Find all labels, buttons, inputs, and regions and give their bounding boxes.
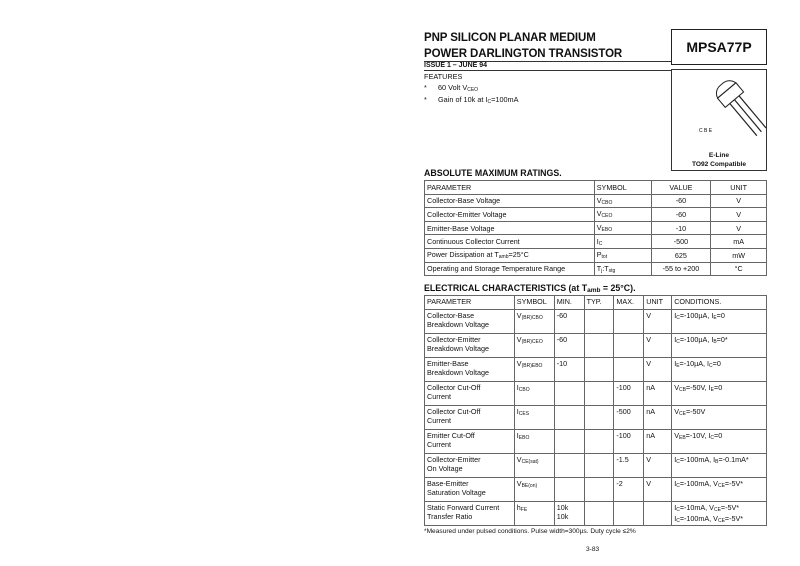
col-parameter: PARAMETER [425, 181, 595, 195]
symbol-subscript: BE(on) [521, 483, 538, 489]
condition-line: $V_{CE}=-50V$ [674, 407, 706, 417]
features-heading: FEATURES [424, 72, 463, 81]
max-cell [614, 334, 644, 358]
table-row [425, 454, 767, 478]
max-cell: -100 [614, 382, 644, 406]
table-row [425, 406, 767, 430]
condition-subscript: C [676, 315, 680, 321]
parameter-line: Breakdown Voltage [427, 319, 489, 329]
symbol-subscript: stg [608, 267, 616, 274]
issue-rule [424, 70, 671, 71]
typ-cell [584, 358, 614, 382]
symbol-subscript: C [598, 240, 603, 247]
max-cell [614, 502, 644, 526]
symbol-cell: $V_{CEO}$ [594, 208, 651, 222]
abs-max-table [424, 180, 767, 276]
symbol-subscript: EBO [518, 435, 530, 441]
condition-subscript: CE [678, 411, 686, 417]
condition-line: $I_C=-100mA$, $I_B=-0.1mA*$ [674, 455, 749, 465]
elec-heading-sub: amb [587, 287, 601, 294]
typ-cell [584, 430, 614, 454]
table-row [425, 358, 767, 382]
table-row [425, 478, 767, 502]
unit-cell: V [711, 221, 767, 235]
symbol-subscript: CBO [601, 199, 613, 206]
condition-subscript: CE [717, 517, 725, 524]
condition-line: $V_{CB}=-50V$, $I_E=0$ [674, 383, 723, 393]
symbol-cell: $V_{(BR)CBO}$ [514, 310, 554, 334]
symbol-cell: $I_{CBO}$ [514, 382, 554, 406]
col-max: MAX. [614, 296, 644, 310]
parameter-cell: Continuous Collector Current [425, 235, 595, 249]
parameter-line: Collector-Emitter [427, 455, 481, 464]
table-row [425, 430, 767, 454]
table-row [425, 502, 767, 526]
parameter-line: Current [427, 391, 451, 401]
feature-item: * 60 Volt $V_{CEO}$ [424, 82, 479, 93]
min-value: -10 [556, 359, 568, 368]
unit-cell: V [644, 310, 672, 334]
page-number: 3-83 [586, 546, 600, 553]
conditions-cell [672, 454, 767, 478]
table-row [425, 208, 767, 222]
value-cell: 625 [651, 248, 711, 262]
min-cell [554, 478, 584, 502]
feature-bullet: * [424, 82, 427, 92]
elec-header-row [425, 296, 767, 310]
min-value: -60 [556, 335, 568, 344]
condition-subscript: C [676, 339, 680, 345]
features-section [424, 72, 519, 108]
symbol-cell: $V_{BE(on)}$ [514, 478, 554, 502]
elec-heading-post: = 25°C). [600, 283, 636, 293]
parameter-cell: Operating and Storage Temperature Range [425, 262, 595, 276]
title-line-1: PNP SILICON PLANAR MEDIUM [424, 32, 596, 44]
abs-max-heading: ABSOLUTE MAXIMUM RATINGS. [424, 168, 562, 178]
value-cell: -55 to +200 [651, 262, 711, 276]
typ-cell [584, 454, 614, 478]
symbol-cell: $T_j:T_{stg}$ [594, 262, 651, 276]
parameter-line: Collector-Emitter [427, 335, 481, 344]
value-cell: -10 [651, 221, 711, 235]
col-unit: UNIT [711, 181, 767, 195]
condition-subscript: B [713, 339, 717, 345]
conditions-cell [672, 358, 767, 382]
condition-subscript: C [676, 459, 680, 465]
max-cell: -1.5 [614, 454, 644, 478]
min-value: 10k [556, 511, 569, 521]
condition-line: $I_C=-10mA$, $V_{CE}=-5V*$ [674, 503, 740, 513]
col-symbol: SYMBOL [514, 296, 554, 310]
conditions-cell [672, 310, 767, 334]
unit-cell: V [644, 478, 672, 502]
condition-subscript: CB [678, 387, 686, 393]
feature-bullet: * [424, 95, 427, 104]
unit-cell: V [644, 358, 672, 382]
symbol-cell: $V_{(BR)CEO}$ [514, 334, 554, 358]
value-cell: -60 [651, 208, 711, 222]
symbol-subscript: CBO [518, 387, 530, 393]
symbol-subscript: EBO [601, 227, 613, 234]
condition-line: $I_C=-100mA$, $V_{CE}=-5V*$ [674, 479, 744, 489]
package-compat: TO92 Compatible [691, 161, 747, 168]
table-row [425, 262, 767, 276]
parameter-cell [425, 382, 515, 406]
condition-subscript: CE [717, 483, 725, 489]
parameter-line: Collector-Base [427, 311, 475, 320]
symbol-subscript: CEO [601, 213, 613, 220]
symbol-subscript: (BR)CEO [521, 339, 543, 345]
min-cell [554, 430, 584, 454]
elec-heading-pre: ELECTRICAL CHARACTERISTICS (at T [424, 283, 588, 293]
table-row [425, 194, 767, 208]
col-value: VALUE [651, 181, 711, 195]
table-row [425, 334, 767, 358]
parameter-line: Emitter-Base [427, 359, 469, 368]
feature-subscript: C [487, 99, 492, 105]
parameter-cell: Power Dissipation at $T_{amb}=25^\circ C$ [425, 248, 595, 262]
condition-subscript: C [676, 517, 680, 524]
symbol-subscript: (BR)CBO [521, 315, 543, 321]
symbol-cell: $V_{CBO}$ [594, 194, 651, 208]
parameter-cell [425, 430, 515, 454]
table-row [425, 382, 767, 406]
feature-item: * Gain of 10k at $I_C=100mA$ [424, 95, 519, 105]
max-cell: -500 [614, 406, 644, 430]
min-value: -60 [556, 311, 568, 320]
condition-subscript: E [710, 387, 714, 393]
parameter-line: Static Forward Current [427, 503, 500, 512]
max-cell [614, 310, 644, 334]
max-cell: -100 [614, 430, 644, 454]
unit-cell: nA [644, 382, 672, 406]
condition-subscript: CE [713, 507, 721, 513]
unit-cell: V [711, 208, 767, 222]
parameter-cell [425, 454, 515, 478]
footnote: *Measured under pulsed conditions. Pulse width=300µs. Duty cycle ≤2% [424, 528, 636, 535]
parameter-cell [425, 406, 515, 430]
condition-line: $I_C=-100\mu A$, $I_E=0$ [674, 311, 725, 321]
typ-cell [584, 478, 614, 502]
issue-label: ISSUE 1 – JUNE 94 [424, 62, 488, 69]
symbol-subscript: FE [520, 507, 528, 513]
condition-line: $I_E=-10\mu A$, $I_C=0$ [674, 359, 721, 369]
parameter-line: On Voltage [427, 463, 463, 473]
condition-line: $I_C=-100\mu A$, $I_B=0*$ [674, 335, 728, 345]
parameter-line: Breakdown Voltage [427, 343, 489, 353]
table-row [425, 248, 767, 262]
condition-subscript: C [676, 483, 680, 489]
symbol-subscript: j [601, 267, 603, 274]
parameter-line: Breakdown Voltage [427, 367, 489, 377]
conditions-cell [672, 478, 767, 502]
parameter-line: Collector Cut-Off [427, 383, 481, 392]
typ-cell [584, 406, 614, 430]
condition-subscript: E [713, 315, 717, 321]
conditions-cell [672, 430, 767, 454]
parameter-line: Current [427, 415, 451, 425]
condition-subscript: C [709, 363, 713, 369]
elec-table [424, 295, 767, 526]
condition-subscript: C [676, 507, 680, 513]
max-cell: -2 [614, 478, 644, 502]
typ-cell [584, 382, 614, 406]
parameter-cell [425, 478, 515, 502]
unit-cell: °C [711, 262, 767, 276]
parameter-line: Transfer Ratio [427, 511, 473, 521]
unit-cell: mA [711, 235, 767, 249]
parameter-line: Base-Emitter [427, 479, 469, 488]
parameter-line: Saturation Voltage [427, 487, 486, 497]
package-name: E-Line [708, 152, 730, 159]
conditions-cell [672, 502, 767, 526]
table-row [425, 235, 767, 249]
condition-subscript: C [710, 435, 714, 441]
symbol-subscript: (BR)EBO [521, 363, 543, 369]
col-conditions: CONDITIONS. [672, 296, 767, 310]
conditions-cell [672, 334, 767, 358]
col-parameter: PARAMETER [425, 296, 515, 310]
unit-cell: mW [711, 248, 767, 262]
condition-subscript: B [715, 459, 719, 465]
unit-cell: V [644, 454, 672, 478]
symbol-subscript: CE(sat) [521, 459, 539, 465]
col-min: MIN. [554, 296, 584, 310]
symbol-subscript: tot [601, 254, 608, 261]
min-cell [554, 382, 584, 406]
pin-labels: C B E [699, 128, 713, 134]
typ-cell [584, 334, 614, 358]
col-symbol: SYMBOL [594, 181, 651, 195]
conditions-cell [672, 382, 767, 406]
symbol-cell: $V_{(BR)EBO}$ [514, 358, 554, 382]
parameter-cell: Collector-Base Voltage [425, 194, 595, 208]
condition-subscript: E [676, 363, 680, 369]
unit-cell: V [711, 194, 767, 208]
symbol-cell: $I_{EBO}$ [514, 430, 554, 454]
min-cell [554, 310, 584, 334]
condition-line: $V_{EB}=-10V$, $I_C=0$ [674, 431, 723, 441]
symbol-cell: $I_C$ [594, 235, 651, 249]
min-cell [554, 406, 584, 430]
part-number: MPSA77P [686, 39, 752, 55]
abs-max-header-row [425, 181, 767, 195]
feature-subscript: CEO [467, 86, 479, 93]
unit-cell [644, 502, 672, 526]
parameter-cell: Emitter-Base Voltage [425, 221, 595, 235]
min-cell [554, 358, 584, 382]
condition-subscript: EB [678, 435, 686, 441]
value-cell: -60 [651, 194, 711, 208]
unit-cell: V [644, 334, 672, 358]
table-row [425, 310, 767, 334]
col-unit: UNIT [644, 296, 672, 310]
elec-heading [424, 283, 636, 294]
symbol-cell: $V_{CE(sat)}$ [514, 454, 554, 478]
document-title [424, 30, 622, 62]
typ-cell [584, 502, 614, 526]
parameter-cell [425, 334, 515, 358]
max-cell [614, 358, 644, 382]
package-label [671, 151, 767, 169]
col-typ: TYP. [584, 296, 614, 310]
table-row [425, 221, 767, 235]
parameter-line: Emitter Cut-Off [427, 431, 475, 440]
condition-line: $I_C=-100mA$, $V_{CE}=-5V*$ [674, 513, 744, 524]
min-cell [554, 334, 584, 358]
typ-cell [584, 310, 614, 334]
symbol-cell: $V_{EBO}$ [594, 221, 651, 235]
conditions-cell [672, 406, 767, 430]
parameter-line: Collector Cut-Off [427, 407, 481, 416]
unit-cell: nA [644, 430, 672, 454]
features-list [424, 83, 519, 108]
unit-cell: nA [644, 406, 672, 430]
title-line-2: POWER DARLINGTON TRANSISTOR [424, 48, 623, 60]
symbol-cell: $P_{tot}$ [594, 248, 651, 262]
parameter-line: Current [427, 439, 451, 449]
symbol-cell: $h_{FE}$ [514, 502, 554, 526]
parameter-cell [425, 502, 515, 526]
min-cell [554, 502, 584, 526]
parameter-cell: Collector-Emitter Voltage [425, 208, 595, 222]
parameter-cell [425, 358, 515, 382]
min-value: 10k [556, 503, 569, 512]
min-cell [554, 454, 584, 478]
value-cell: -500 [651, 235, 711, 249]
parameter-subscript: amb [498, 254, 509, 261]
symbol-subscript: CES [518, 411, 530, 417]
parameter-cell [425, 310, 515, 334]
symbol-cell: $I_{CES}$ [514, 406, 554, 430]
part-number-box [671, 29, 767, 65]
